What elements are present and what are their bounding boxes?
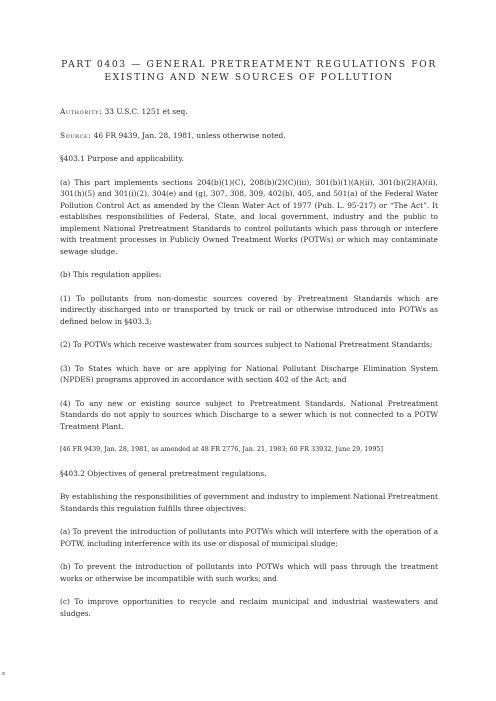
objective-c: (c) To improve opportunities to recycle and reclaim municipal and industrial wastewaters and sludges. <box>60 597 438 618</box>
source-label: Source: <box>60 130 92 140</box>
paragraph-a: (a) This part implements sections 204(b)(1)(C), 208(b)(2)(C)(iii), 301(b)(1)(A)(ii), 301(b)(2)(A)(ii), 301(h)(5) and 301(i)(2), 304(e) and (g), 307, 308, 309, 402(b), 405, and 501(a) of the Federal Water Pollution Control Act as amended by the Clean Water Act of 1977 (Pub. L. 95-217) or “The Act”. It establishes responsibilities of Federal, State, and local government, industry and the public to implement National Pretreatment Standards to control pollutants which pass through or interfere with treatment processes in Publicly Owned Treatment Works (POTWs) or which may contaminate sewage sludge. <box>60 177 438 256</box>
amendment-citation: [46 FR 9439, Jan. 28, 1981, as amended at 48 FR 2776, Jan. 21, 1983; 60 FR 33932, June 29, 1995] <box>60 445 383 453</box>
section-403-1-heading: §403.1 Purpose and applicability. <box>60 154 184 163</box>
authority-text: 33 U.S.C. 1251 et seq. <box>102 107 188 116</box>
paragraph-b-4: (4) To any new or existing source subject to Pretreatment Standards. National Pretreatment Standards do not apply to sources which Discharge to a sewer which is not connected to a POTW Treatment Plant. <box>60 398 438 431</box>
objectives-intro: By establishing the responsibilities of government and industry to implement National Pretreatment Standards this regulation fulfills three objectives: <box>60 492 438 513</box>
authority-line <box>60 106 438 118</box>
scan-mark <box>2 672 5 675</box>
page-title <box>60 58 438 84</box>
title-line-1: PART 0403 — GENERAL PRETREATMENT REGULATIONS FOR <box>61 59 437 70</box>
source-text: 46 FR 9439, Jan. 28, 1981, unless otherwise noted. <box>91 130 286 140</box>
title-line-2: EXISTING AND NEW SOURCES OF POLLUTION <box>104 72 394 83</box>
objective-a: (a) To prevent the introduction of pollutants into POTWs which will interfere with the operation of a POTW, including interference with its use or disposal of municipal sludge; <box>60 527 438 548</box>
source-line <box>60 130 438 142</box>
section-403-2-heading: §403.2 Objectives of general pretreatment regulations. <box>60 468 267 478</box>
paragraph-b-1: (1) To pollutants from non-domestic sources covered by Pretreatment Standards which are indirectly discharged into or transported by truck or rail or otherwise introduced into POTWs as defined below in §403.3; <box>60 293 438 326</box>
objective-b: (b) To prevent the introduction of pollutants into POTWs which will pass through the treatment works or otherwise be incompatible with such works; and <box>60 562 438 583</box>
paragraph-b-3: (3) To States which have or are applying for National Pollutant Discharge Elimination System (NPDES) programs approved in accordance with section 402 of the Act; and <box>60 363 438 384</box>
authority-label: Authority: <box>60 107 103 116</box>
paragraph-b-2: (2) To POTWs which receive wastewater from sources subject to National Pretreatment Standards; <box>60 340 433 349</box>
paragraph-b: (b) This regulation applies: <box>60 270 162 279</box>
